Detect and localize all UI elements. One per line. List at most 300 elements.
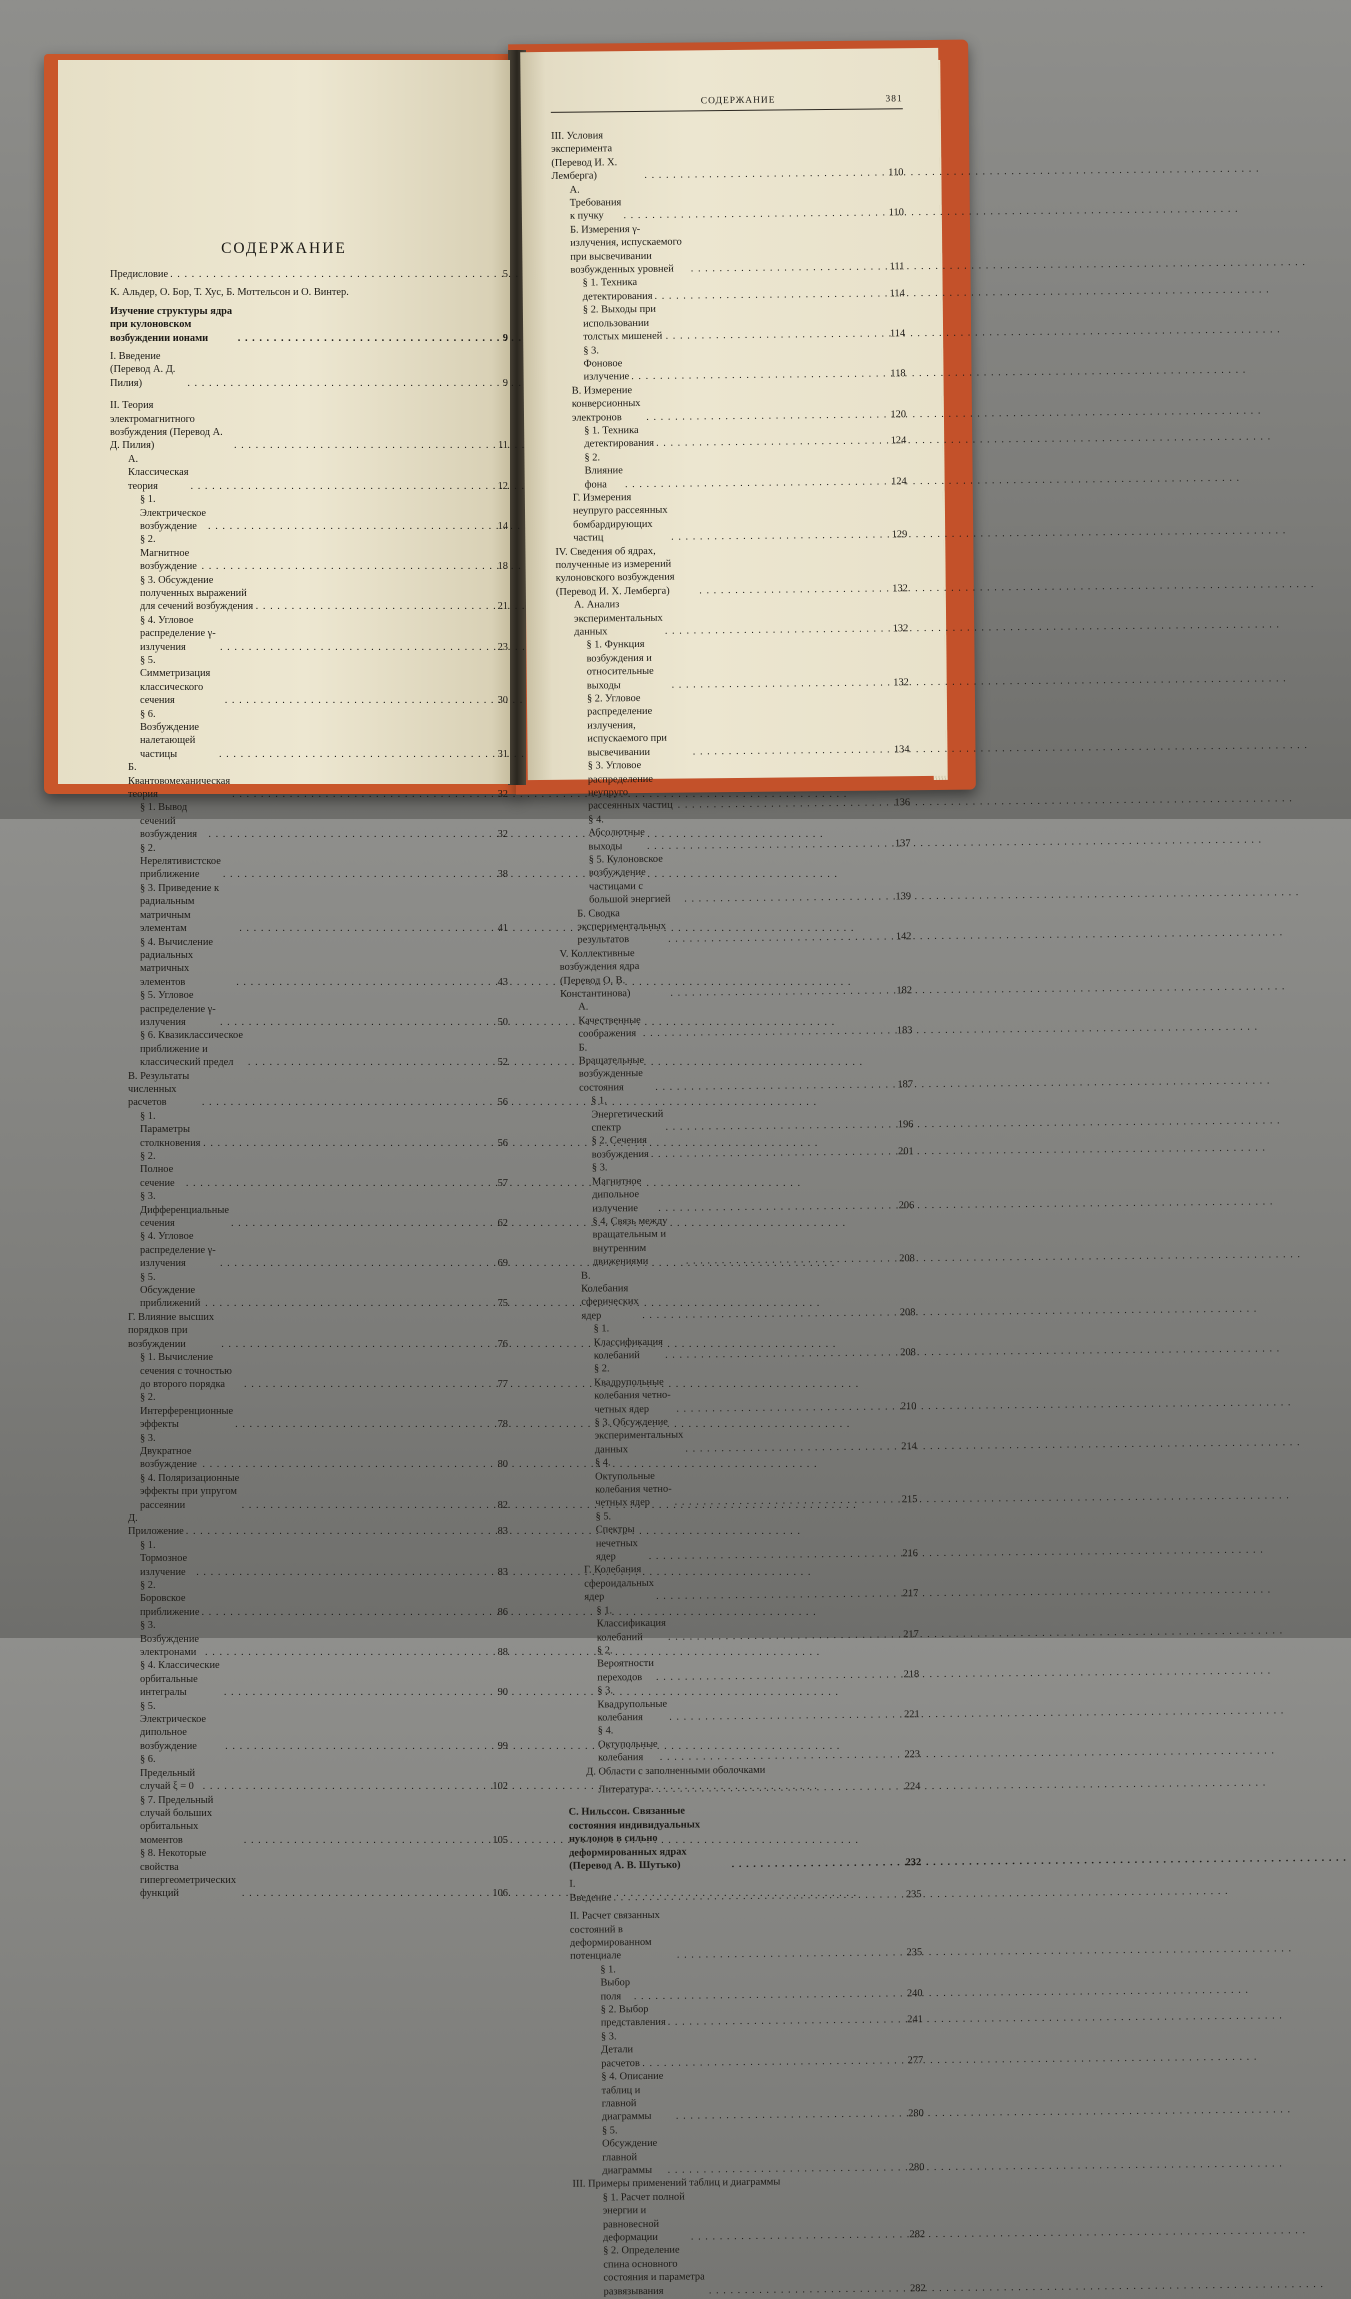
toc-entry-title: I. Введение (Перевод А. Д. Пилия) (110, 351, 176, 389)
toc-entry-title: § 1. Классификация колебаний (596, 1605, 666, 1643)
toc-entry-page: 83 (497, 1526, 508, 1538)
toc-entry (110, 533, 508, 573)
toc-entry-title: § 2. Выбор представления (600, 2004, 666, 2029)
toc-entry-page: 235 (905, 1888, 922, 1901)
toc-entry (568, 1762, 920, 1779)
toc-entry-title: § 1. Электрическое возбуждение (140, 494, 207, 532)
toc-entry (110, 1190, 508, 1230)
toc-entry (554, 421, 906, 451)
leader-dots (248, 1056, 490, 1069)
leader-dots (646, 408, 888, 424)
toc-entry-page: 102 (492, 1781, 508, 1793)
toc-entry-title: Д. Области с заполненными оболочками (586, 1764, 766, 1778)
toc-entry-title: § 3. Дифференциальные сечения (140, 1191, 229, 1230)
toc-entry-title: Б. Измерения γ-излучения, испускаемого при высвечивании возбужденных уровней (570, 223, 682, 276)
toc-entry-title: § 3. Двукратное возбуждение (140, 1432, 197, 1471)
toc-entry (568, 1780, 920, 1797)
toc-entry (557, 689, 910, 760)
leader-dots (219, 748, 490, 761)
toc-entry (562, 1158, 915, 1215)
toc-entry (561, 1038, 914, 1095)
leader-dots (693, 743, 892, 758)
toc-entry-title: § 7. Предельный случай больших орбитальных моментов (140, 1794, 214, 1846)
toc-entry-title: § 3. Обсуждение полученных выражений для сечений возбуждения (140, 574, 254, 613)
toc-entry-title: § 2. Магнитное возбуждение (140, 534, 197, 573)
toc-entry (570, 1960, 922, 2004)
leader-dots (225, 694, 490, 707)
toc-left (110, 268, 508, 1901)
leader-dots (220, 641, 490, 654)
toc-entry-title: § 4. Абсолютные выходы (588, 814, 645, 853)
toc-entry-title: § 4. Классические орбитальные интегралы (140, 1660, 220, 1699)
toc-entry-page: 114 (889, 328, 906, 340)
toc-entry-page: 106 (492, 1888, 508, 1900)
toc-entry-title: § 3. Детали расчетов (600, 2031, 640, 2070)
right-page (520, 48, 946, 2298)
toc-entry (572, 2121, 925, 2178)
toc-entry (110, 1432, 508, 1472)
leader-dots (675, 1494, 900, 1510)
leader-dots (671, 676, 890, 692)
toc-entry (560, 998, 912, 1042)
leader-dots (686, 1252, 897, 1268)
toc-entry (110, 708, 508, 762)
toc-entry-title: А. Качественные соображения (578, 1001, 641, 1040)
leader-dots (656, 1588, 900, 1604)
toc-entry-page: 12 (497, 480, 508, 492)
toc-entry (552, 180, 904, 224)
toc-entry (110, 268, 508, 281)
toc-entry-page: 282 (909, 2282, 926, 2294)
toc-entry-page: 129 (891, 529, 908, 541)
toc-entry (566, 1601, 918, 1645)
toc-entry (110, 1391, 508, 1431)
leader-dots (232, 788, 490, 801)
toc-entry-page: 56 (497, 1097, 508, 1109)
toc-entry (551, 126, 904, 183)
toc-entry-page: 9 (502, 332, 508, 344)
toc-entry-page: 235 (906, 1947, 923, 1959)
toc-entry (110, 399, 508, 453)
leader-dots (223, 868, 490, 881)
leader-dots (244, 1834, 490, 1847)
toc-entry-page: 76 (497, 1338, 508, 1350)
toc-entry-title: Б. Вращательные возбужденные состояния (578, 1042, 645, 1094)
toc-entry-page: 23 (497, 641, 508, 653)
leader-dots (677, 1947, 904, 1963)
toc-entry (110, 350, 508, 390)
toc-entry-page: 62 (497, 1218, 508, 1230)
leader-dots (649, 1547, 900, 1563)
toc-entry (110, 761, 508, 801)
toc-entry (567, 1641, 919, 1685)
running-header (551, 94, 903, 107)
toc-entry-page: 217 (903, 1628, 919, 1640)
leader-dots (660, 1748, 902, 1764)
toc-entry (567, 1681, 919, 1725)
leader-dots (691, 2228, 907, 2244)
toc-entry-title: I. Введение (569, 1879, 612, 1904)
contents-title: СОДЕРЖАНИЕ (221, 240, 347, 257)
toc-entry (110, 1070, 508, 1110)
toc-entry-title: III. Примеры применений таблиц и диаграммы (572, 2176, 781, 2191)
toc-entry-title: § 4. Описание таблиц и главной диаграммы (601, 2070, 664, 2123)
toc-entry (562, 1132, 914, 1162)
toc-entry-title: Д. Приложение (128, 1512, 184, 1538)
toc-entry-title: § 4. Октупольные колебания (597, 1725, 658, 1764)
toc-entry-page: 196 (897, 1119, 914, 1131)
leader-dots (668, 931, 894, 947)
leader-dots (669, 1708, 902, 1724)
toc-entry-title: § 2. Интерференционные эффекты (140, 1392, 234, 1431)
toc-entry-page: 124 (891, 475, 907, 487)
toc-entry-page: 142 (895, 931, 912, 943)
toc-right (551, 126, 926, 2299)
toc-entry-page: 208 (900, 1347, 916, 1359)
leader-dots (220, 1257, 490, 1270)
toc-entry (553, 341, 905, 385)
left-page (58, 60, 510, 1900)
toc-entry (556, 595, 908, 639)
leader-dots (691, 260, 887, 275)
toc-entry-page: 77 (497, 1378, 508, 1390)
toc-entry-page: 210 (900, 1400, 917, 1412)
leader-dots (642, 2054, 905, 2070)
toc-entry (110, 801, 508, 841)
toc-entry (573, 2241, 926, 2298)
toc-entry (554, 448, 906, 492)
toc-entry-page: 52 (497, 1057, 508, 1069)
toc-entry (559, 904, 911, 948)
toc-entry-page: 241 (907, 2014, 923, 2026)
toc-entry-title: § 3. Обсуждение экспериментальных данных (594, 1416, 684, 1456)
toc-entry-page: 137 (894, 837, 911, 849)
toc-entry-title: Предисловие (110, 269, 169, 280)
toc-entry-page: 111 (889, 261, 905, 273)
toc-entry-title: § 4. Связь между вращательным и внутренним движениями (592, 1215, 668, 1268)
toc-entry (110, 614, 508, 654)
toc-entry (558, 810, 910, 854)
toc-entry-page: 5 (502, 269, 508, 280)
toc-entry-title: § 3. Фоновое излучение (583, 344, 630, 383)
toc-entry-title: § 4. Угловое распределение γ-излучения (140, 614, 216, 653)
leader-dots (239, 922, 490, 935)
toc-entry-title: § 2. Вероятности переходов (596, 1645, 654, 1684)
toc-entry-title: V. Коллективные возбуждения ядра (Перевод О. В. Константинова) (559, 947, 640, 1000)
leader-dots (613, 1888, 903, 1904)
leader-dots (242, 1499, 490, 1512)
leader-dots (732, 1856, 904, 1871)
toc-entry-title: Б. Квантовомеханическая теория (128, 762, 231, 801)
toc-entry (110, 1847, 508, 1901)
leader-dots (196, 1566, 490, 1579)
leader-dots (647, 837, 893, 853)
toc-entry (552, 220, 905, 277)
leader-dots (191, 480, 491, 493)
toc-entry (561, 1091, 913, 1135)
toc-entry-page: 105 (492, 1834, 508, 1846)
toc-entry-page: 132 (893, 676, 909, 688)
leader-dots (202, 1096, 490, 1109)
toc-entry-page: 90 (497, 1687, 508, 1699)
leader-dots (666, 327, 888, 343)
toc-entry (556, 636, 909, 693)
leader-dots (231, 1217, 490, 1230)
toc-entry-page: 132 (892, 623, 909, 635)
toc-entry-title: § 1. Функция возбуждения и относительные выходы (586, 639, 654, 692)
toc-entry-page: 11 (497, 440, 508, 452)
leader-dots (208, 520, 490, 533)
toc-entry-page: 201 (898, 1146, 914, 1158)
toc-entry-page: 206 (898, 1199, 915, 1211)
toc-entry (563, 1266, 916, 1323)
leader-dots (651, 1145, 896, 1161)
toc-entry (110, 1110, 508, 1150)
toc-entry-title: § 5. Угловое распределение γ-излучения (140, 990, 216, 1028)
toc-entry-page: 223 (904, 1749, 921, 1761)
toc-entry-title: Г. Влияние высших порядков при возбуждении (128, 1311, 215, 1350)
toc-entry (571, 2027, 923, 2071)
leader-dots (655, 1078, 895, 1094)
toc-entry-page: 208 (899, 1306, 916, 1319)
toc-entry-page: 82 (497, 1499, 508, 1511)
leader-dots (224, 1686, 490, 1699)
toc-entry-page: 41 (497, 923, 508, 935)
toc-entry-page: 215 (901, 1494, 918, 1506)
toc-entry-title: § 3. Магнитное дипольное излучение (591, 1162, 642, 1215)
toc-entry (110, 286, 508, 299)
toc-entry-title: Изучение структуры ядра при кулоновском возбуждении ионами (110, 305, 233, 344)
toc-entry (110, 1659, 508, 1699)
toc-entry-title: § 1. Параметры столкновения (140, 1110, 201, 1149)
toc-entry-title: § 4. Вычисление радиальных матричных элементов (140, 936, 214, 988)
toc-entry (110, 574, 508, 614)
leader-dots (665, 1118, 895, 1134)
toc-entry-title: А. Классическая теория (128, 453, 189, 492)
leader-dots (685, 1440, 899, 1456)
toc-entry (110, 1512, 508, 1539)
toc-entry (553, 274, 905, 304)
toc-entry-page: 182 (896, 985, 913, 997)
leader-dots (656, 435, 888, 451)
toc-entry (565, 1507, 918, 1564)
toc-entry-title: § 6. Возбуждение налетающей частицы (140, 708, 199, 760)
toc-entry-page: 78 (497, 1419, 508, 1431)
toc-entry-title: § 2. Выходы при использовании толстых мишеней (582, 304, 663, 343)
toc-entry (110, 305, 508, 345)
toc-entry-page: 183 (896, 1025, 913, 1037)
toc-entry-page: 110 (888, 167, 904, 179)
toc-entry (564, 1319, 916, 1363)
toc-entry (559, 850, 912, 907)
toc-entry-title: § 2. Сечения возбуждения (591, 1135, 649, 1161)
leader-dots (654, 287, 886, 303)
leader-dots (665, 1346, 898, 1362)
toc-entry (110, 1700, 508, 1754)
toc-entry (110, 453, 508, 493)
toc-entry-page: 30 (497, 695, 508, 707)
toc-entry-title: § 5. Электрическое дипольное возбуждение (140, 1700, 207, 1752)
toc-entry-title: § 1. Выбор поля (600, 1964, 631, 2003)
toc-entry-title: § 2. Боровское приближение (140, 1580, 200, 1618)
toc-entry (555, 542, 908, 599)
toc-entry-page: 139 (895, 891, 912, 903)
toc-entry-page: 110 (888, 207, 904, 219)
toc-entry-title: § 1. Классификация колебаний (593, 1323, 663, 1362)
leader-dots (676, 2108, 906, 2124)
leader-dots (668, 1628, 901, 1644)
toc-entry-page: 118 (890, 368, 906, 380)
toc-entry-title: § 2. Влияние фона (584, 452, 623, 491)
toc-entry (558, 756, 911, 813)
leader-dots (709, 2282, 908, 2297)
toc-entry-page: 132 (892, 582, 908, 595)
toc-entry-title: § 1. Энергетический спектр (591, 1095, 664, 1134)
toc-entry-page: 216 (902, 1548, 919, 1560)
toc-entry-page: 282 (909, 2229, 926, 2241)
toc-entry-page: 240 (906, 1987, 923, 1999)
toc-entry-page: 21 (497, 601, 508, 613)
toc-entry-page: 134 (893, 743, 910, 756)
leader-dots (203, 1137, 490, 1150)
toc-entry-page: 88 (497, 1647, 508, 1659)
leader-dots (256, 600, 490, 613)
toc-entry (110, 493, 508, 533)
toc-entry (110, 1351, 508, 1391)
running-title: СОДЕРЖАНИЕ (700, 95, 776, 107)
leader-dots (186, 1177, 490, 1190)
leader-dots (644, 167, 885, 183)
toc-entry-page: 224 (904, 1781, 921, 1793)
toc-entry-page: 217 (902, 1588, 919, 1600)
leader-dots (202, 560, 490, 573)
toc-entry-title: § 4. Поляризационные эффекты при упругом рассеянии (140, 1472, 240, 1511)
toc-entry-page: 18 (497, 561, 508, 573)
toc-entry-title: § 1. Техника детектирования (584, 424, 655, 450)
toc-entry-title: § 2. Определение спина основного состояния и параметра развязывания (603, 2245, 705, 2298)
toc-entry-page: 50 (497, 1016, 508, 1028)
leader-dots (202, 1458, 490, 1471)
toc-entry-title: § 5. Обсуждение приближений (140, 1271, 201, 1310)
leader-dots (676, 1400, 898, 1416)
leader-dots (205, 1297, 490, 1310)
toc-entry-title: § 5. Спектры нечетных ядер (595, 1511, 638, 1563)
toc-entry (565, 1453, 918, 1510)
toc-entry-page: 56 (497, 1137, 508, 1149)
toc-entry-title: II. Теория электромагнитного возбуждения (Перевод А. Д. Пилия) (110, 400, 223, 452)
toc-entry-page: 114 (889, 288, 905, 300)
toc-entry-page: 80 (497, 1459, 508, 1471)
toc-entry-title: § 1. Вывод сечений возбуждения (140, 802, 198, 841)
toc-entry (555, 488, 908, 545)
toc-entry-page: 214 (901, 1440, 917, 1453)
toc-entry-title: III. Условия эксперимента (Перевод И. Х. Лемберга) (551, 130, 618, 183)
toc-entry-page: 280 (908, 2108, 924, 2120)
toc-entry-title: А. Требования к пучку (569, 184, 622, 223)
toc-entry-page: 187 (897, 1078, 914, 1091)
toc-entry-title: § 1. Вычисление сечения с точностью до второго порядка (140, 1352, 232, 1390)
toc-entry (562, 1212, 915, 1269)
leader-dots (631, 368, 888, 384)
leader-dots (186, 1525, 490, 1538)
toc-entry (553, 300, 905, 344)
leader-dots (699, 582, 890, 597)
toc-entry-title: § 6. Квазиклассическое приближение и классический предел (140, 1030, 243, 1069)
toc-entry (110, 1472, 508, 1512)
toc-entry-page: 218 (903, 1668, 920, 1681)
leader-dots (642, 1306, 897, 1322)
toc-entry-page: 136 (894, 797, 911, 809)
toc-entry-page: 232 (905, 1857, 922, 1869)
leader-dots (170, 268, 490, 281)
toc-entry-title: § 1. Техника детектирования (582, 277, 653, 303)
toc-entry (569, 1875, 921, 1905)
leader-dots (234, 439, 490, 452)
toc-entry (110, 989, 508, 1029)
toc-entry-page: 83 (497, 1566, 508, 1578)
toc-entry-page: 32 (497, 829, 508, 841)
toc-entry-title: § 5. Кулоновское возбуждение частицами с большой энергией (588, 853, 671, 906)
toc-entry (564, 1413, 916, 1457)
leader-dots (656, 1668, 901, 1684)
toc-entry (570, 1906, 923, 1963)
toc-entry-page: 57 (497, 1177, 508, 1189)
toc-entry-page: 69 (497, 1258, 508, 1270)
toc-entry (110, 1271, 508, 1311)
toc-entry (110, 654, 508, 708)
toc-entry-page: 99 (497, 1740, 508, 1752)
toc-entry-page: 9 (502, 377, 508, 389)
toc-entry-page: 43 (497, 976, 508, 988)
toc-entry (110, 1579, 508, 1619)
leader-dots (221, 1338, 490, 1351)
leader-dots (220, 1016, 490, 1029)
toc-entry-page: 120 (890, 408, 907, 420)
toc-entry (110, 1794, 508, 1848)
toc-entry-title: § 4. Угловое распределение γ-излучения (140, 1231, 216, 1270)
toc-entry (571, 2067, 924, 2124)
toc-entry (568, 1721, 920, 1765)
toc-entry-title: IV. Сведения об ядрах, полученные из измерений кулоновского возбуждения (Перевод И. Х. Лемберга) (555, 545, 675, 598)
toc-entry-title: А. Анализ экспериментальных данных (573, 599, 663, 638)
toc-entry-page: 31 (497, 748, 508, 760)
header-rule (551, 108, 903, 113)
toc-entry-title: § 2. Полное сечение (140, 1151, 175, 1189)
leader-dots (238, 332, 490, 345)
toc-entry-page: 14 (497, 520, 508, 532)
toc-entry (110, 1539, 508, 1579)
toc-entry (110, 1150, 508, 1190)
toc-entry-page: 280 (908, 2162, 925, 2174)
leader-dots (634, 1987, 905, 2003)
toc-entry (110, 1619, 508, 1659)
toc-entry-title: В. Колебания сферических ядер (580, 1270, 639, 1322)
toc-entry-title: § 1. Расчет полной энергии и равновесной деформации (602, 2191, 685, 2244)
leader-dots (668, 2014, 905, 2030)
leader-dots (651, 1780, 902, 1796)
toc-entry-title: Б. Сводка экспериментальных результатов (577, 907, 666, 947)
toc-entry-title: § 2. Нерелятивистское приближение (140, 842, 221, 881)
toc-entry-title: Г. Измерения неупруго рассеянных бомбардирующих частиц (572, 492, 668, 544)
toc-entry-title: В. Измерение конверсионных электронов (571, 384, 641, 424)
toc-entry-title: Г. Колебания сфероидальных ядер (584, 1564, 654, 1603)
toc-entry (566, 1561, 918, 1605)
leader-dots (242, 1887, 490, 1900)
toc-entry-title: § 4. Октупольные колебания четно-четных ядер (594, 1457, 672, 1509)
toc-entry-title: § 3. Возбуждение электронами (140, 1620, 199, 1659)
leader-dots (187, 377, 490, 390)
toc-entry-title: § 3. Приведение к радиальным матричным элементам (140, 882, 220, 935)
